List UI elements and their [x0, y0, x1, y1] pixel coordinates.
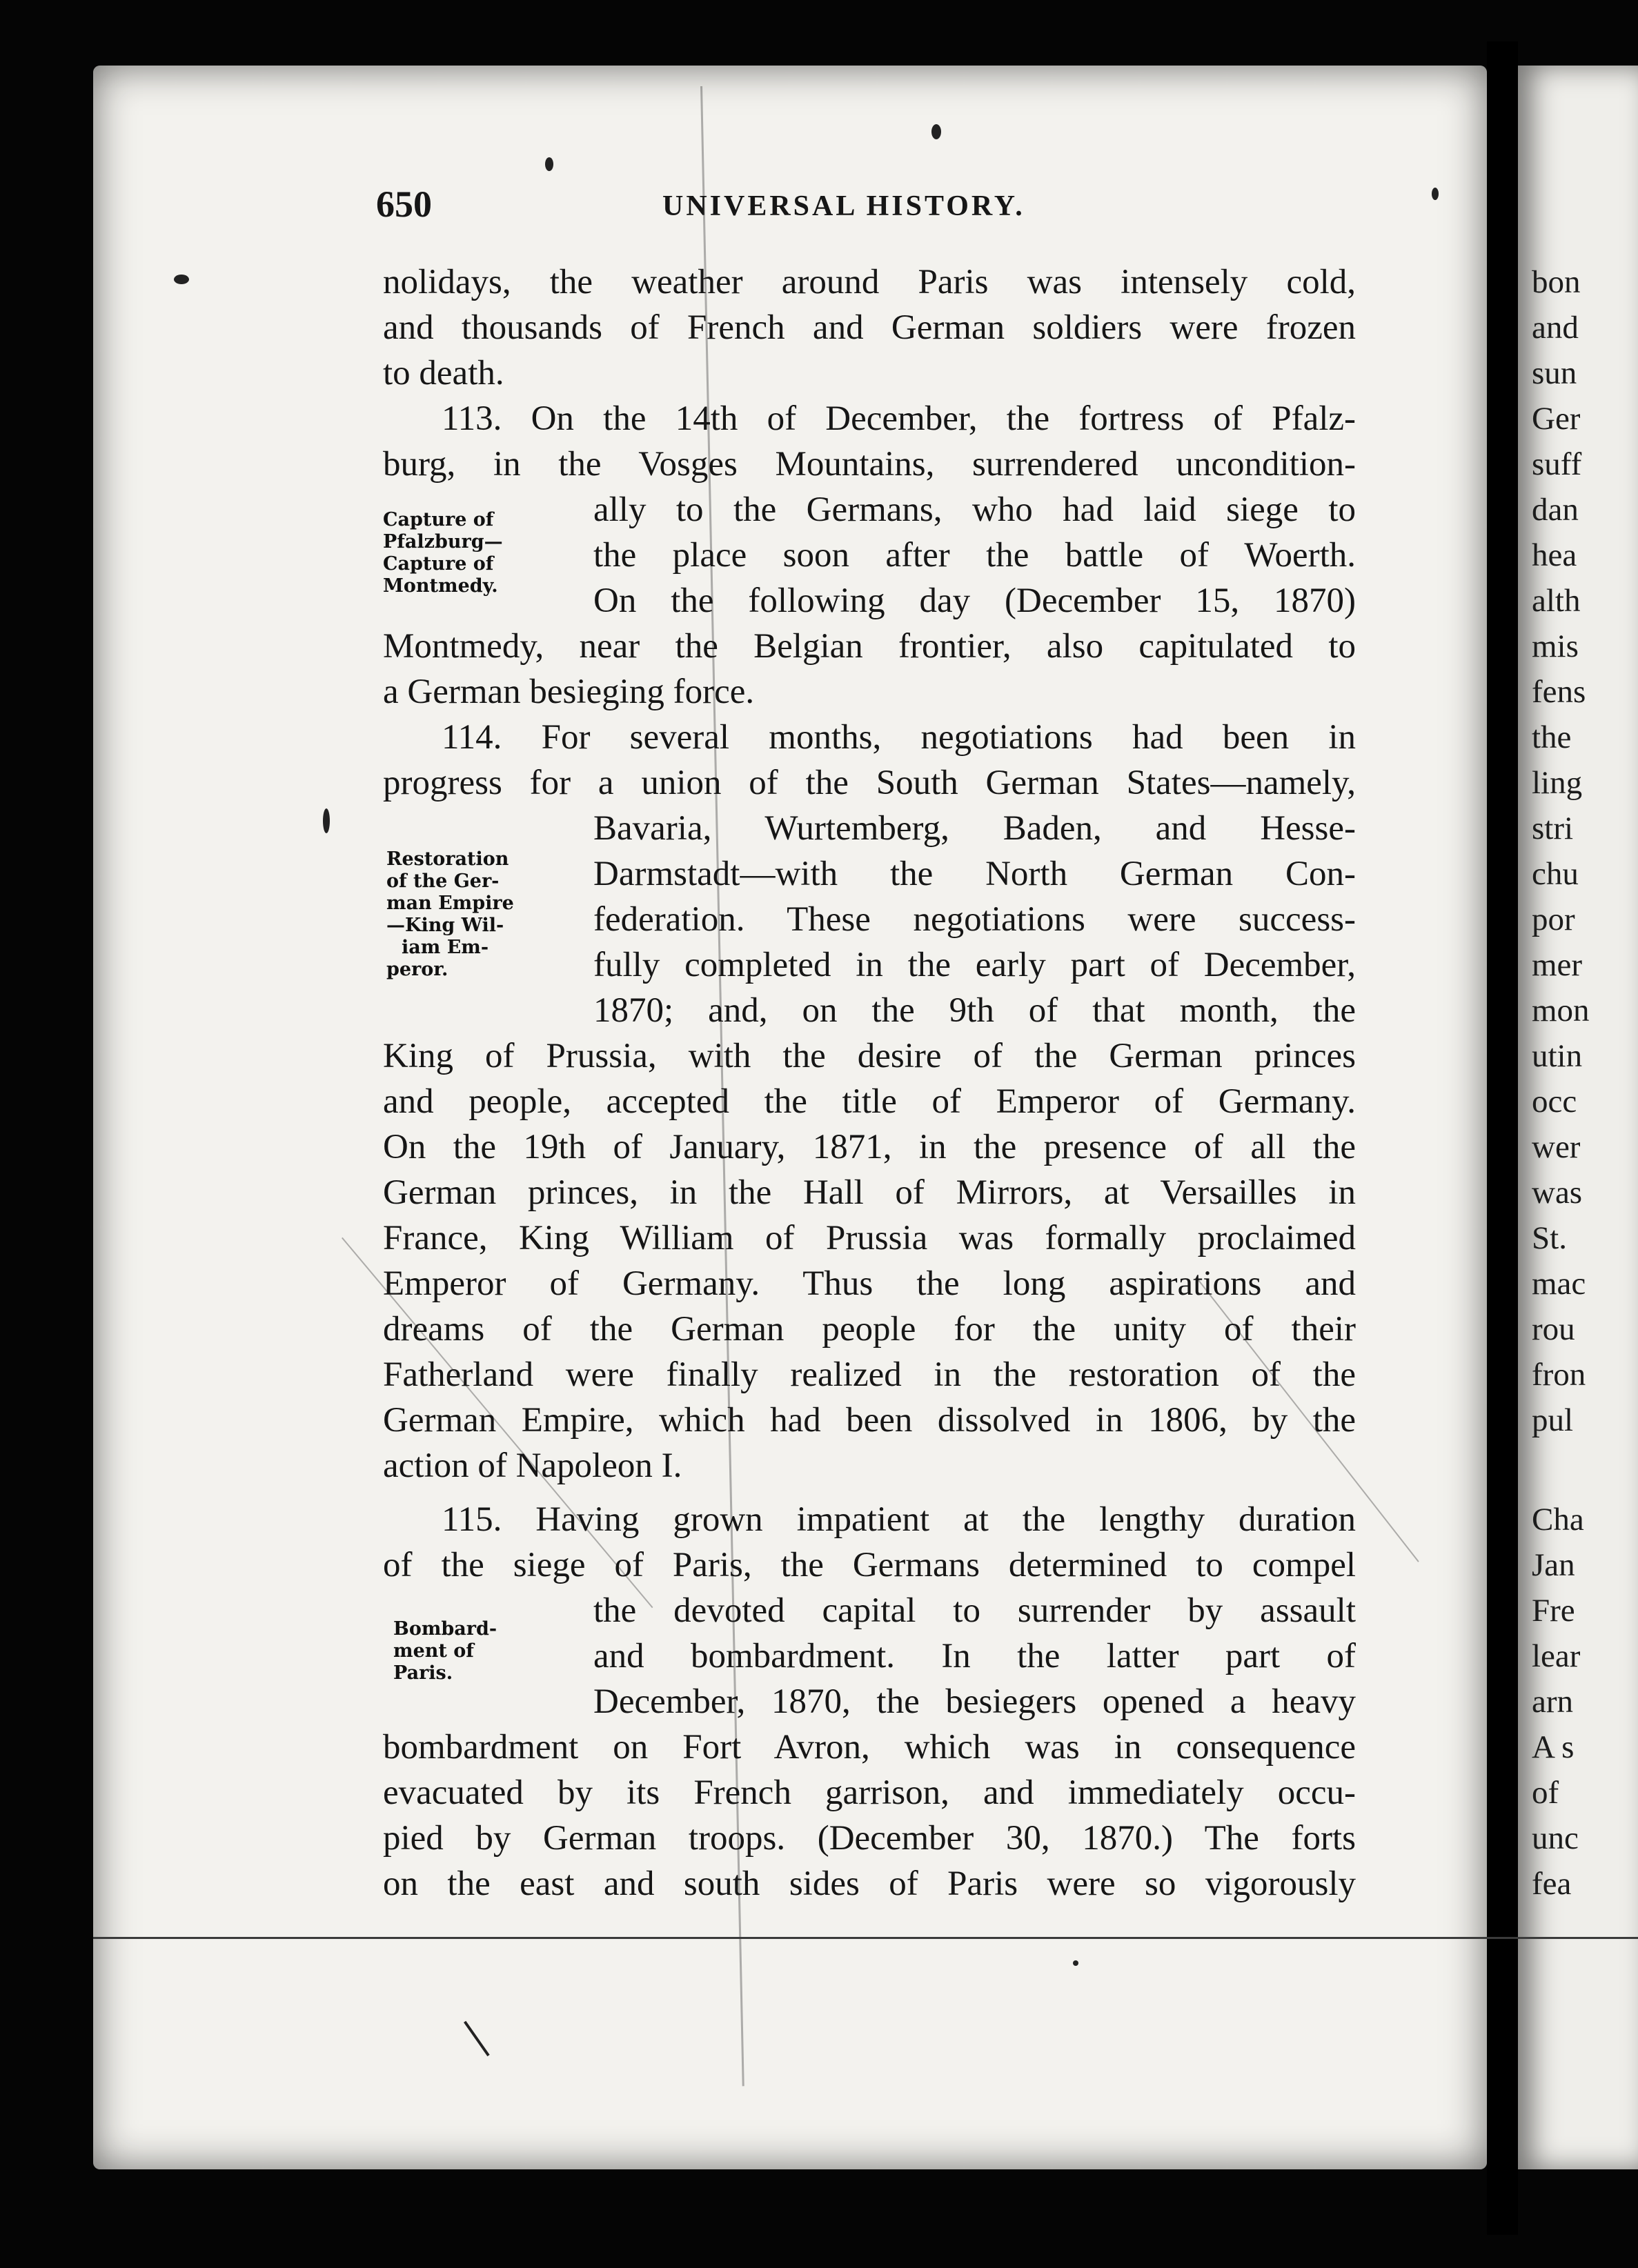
text-line: federation. These negotiations were success- — [593, 900, 1356, 939]
scan-rule-line — [93, 1937, 1638, 1939]
text-line: to death. — [383, 354, 504, 392]
text-line: dreams of the German people for the unity of their — [383, 1310, 1356, 1349]
adjacent-page-fragment: suff — [1532, 446, 1582, 482]
side-note-line: peror. — [386, 959, 448, 980]
text-line: 114. For several months, negotiations had been in — [442, 718, 1356, 757]
adjacent-page-fragment: alth — [1532, 583, 1581, 619]
adjacent-page-fragment: occ — [1532, 1084, 1577, 1120]
adjacent-page-fragment: unc — [1532, 1820, 1579, 1856]
side-note-line: Pfalzburg— — [383, 531, 503, 553]
page-number: 650 — [376, 183, 432, 225]
text-line: On the following day (December 15, 1870) — [593, 581, 1356, 620]
adjacent-page-fragment: ling — [1532, 765, 1583, 801]
text-line: and thousands of French and German soldiers were frozen — [383, 308, 1356, 347]
adjacent-page-fragment: chu — [1532, 856, 1579, 892]
adjacent-page-fragment: St. — [1532, 1220, 1567, 1256]
side-note-line: Paris. — [393, 1662, 453, 1684]
adjacent-page-fragment: rou — [1532, 1311, 1575, 1347]
text-line: nolidays, the weather around Paris was intensely cold, — [383, 263, 1356, 301]
text-line: Montmedy, near the Belgian frontier, also capitulated to — [383, 627, 1356, 666]
adjacent-page-fragment: Jan — [1532, 1547, 1575, 1583]
adjacent-page-fragment: arn — [1532, 1684, 1574, 1720]
text-line: Emperor of Germany. Thus the long aspirations and — [383, 1264, 1356, 1303]
side-note-line: —King Wil- — [386, 915, 504, 936]
side-note-line: Capture of — [383, 509, 494, 530]
ink-speck — [1073, 1960, 1078, 1966]
adjacent-page-fragment: Fre — [1532, 1593, 1575, 1629]
text-line: progress for a union of the South German States—namely, — [383, 764, 1356, 802]
adjacent-page-fragment: hea — [1532, 537, 1577, 573]
adjacent-page-fragment: mer — [1532, 947, 1583, 983]
adjacent-page-fragment: pul — [1532, 1402, 1574, 1438]
text-line: December, 1870, the besiegers opened a heavy — [593, 1682, 1356, 1721]
text-line: burg, in the Vosges Mountains, surrendered uncondition- — [383, 445, 1356, 484]
text-line: On the 19th of January, 1871, in the presence of all the — [383, 1128, 1356, 1166]
ink-speck — [545, 157, 553, 171]
text-line: 113. On the 14th of December, the fortress of Pfalz- — [442, 399, 1356, 438]
text-line: the devoted capital to surrender by assault — [593, 1591, 1356, 1630]
side-note-empire — [386, 848, 514, 981]
adjacent-page-fragment: mis — [1532, 628, 1579, 664]
text-line: on the east and south sides of Paris were so vigorously — [383, 1864, 1356, 1903]
adjacent-page-fragment: was — [1532, 1175, 1583, 1211]
adjacent-page-fragment: and — [1532, 310, 1579, 346]
adjacent-page-fragment: utin — [1532, 1038, 1583, 1074]
side-note-line: Capture of — [383, 553, 494, 575]
side-note-line: iam Em- — [402, 937, 489, 958]
ink-speck — [1432, 188, 1439, 200]
text-line: German Empire, which had been dissolved in 1806, by the — [383, 1401, 1356, 1440]
adjacent-page-fragment: the — [1532, 719, 1572, 755]
text-line: pied by German troops. (December 30, 1870.) The forts — [383, 1819, 1356, 1858]
adjacent-page-fragment: A s — [1532, 1729, 1575, 1765]
adjacent-page-fragment: fens — [1532, 674, 1586, 710]
adjacent-page-fragment: mon — [1532, 993, 1590, 1028]
text-line: of the siege of Paris, the Germans determined to compel — [383, 1546, 1356, 1584]
adjacent-page-fragment: bon — [1532, 264, 1581, 300]
adjacent-page-fragment: wer — [1532, 1129, 1581, 1165]
adjacent-page-fragment: dan — [1532, 492, 1579, 528]
side-note-line: Restoration — [386, 848, 509, 870]
text-line: Bavaria, Wurtemberg, Baden, and Hesse- — [593, 809, 1356, 848]
text-line: bombardment on Fort Avron, which was in consequence — [383, 1728, 1356, 1767]
book-gutter — [1487, 41, 1518, 2235]
adjacent-page-fragment: Ger — [1532, 401, 1581, 437]
text-line: Darmstadt—with the North German Con- — [593, 855, 1356, 893]
adjacent-page-fragment: fea — [1532, 1866, 1572, 1902]
text-line: evacuated by its French garrison, and immediately occu- — [383, 1773, 1356, 1812]
text-line: a German besieging force. — [383, 673, 755, 711]
running-title: UNIVERSAL HISTORY. — [662, 190, 1025, 222]
side-note-line: Bombard- — [393, 1618, 497, 1640]
side-note-line: Montmedy. — [383, 575, 498, 597]
text-line: 1870; and, on the 9th of that month, the — [593, 991, 1356, 1030]
side-note-pfalzburg — [383, 509, 503, 597]
text-line: Fatherland were finally realized in the restoration of the — [383, 1355, 1356, 1394]
adjacent-page-fragment: sun — [1532, 355, 1577, 391]
side-note-line: ment of — [393, 1640, 474, 1662]
text-line: 115. Having grown impatient at the lengthy duration — [442, 1500, 1356, 1539]
ink-speck — [931, 124, 941, 139]
text-line: and people, accepted the title of Emperor of Germany. — [383, 1082, 1356, 1121]
text-line: King of Prussia, with the desire of the German princes — [383, 1037, 1356, 1075]
adjacent-page-fragment: por — [1532, 902, 1575, 937]
adjacent-page-fragment: mac — [1532, 1266, 1586, 1302]
ink-speck — [323, 808, 330, 833]
text-line: France, King William of Prussia was formally proclaimed — [383, 1219, 1356, 1257]
side-note-bombardment — [393, 1618, 497, 1684]
adjacent-page-fragment: of — [1532, 1775, 1559, 1811]
side-note-line: of the Ger- — [386, 871, 500, 892]
text-line: the place soon after the battle of Woerth. — [593, 536, 1356, 575]
text-line: German princes, in the Hall of Mirrors, at Versailles in — [383, 1173, 1356, 1212]
text-line: action of Napoleon I. — [383, 1446, 682, 1485]
side-note-line: man Empire — [386, 893, 514, 914]
text-line: and bombardment. In the latter part of — [593, 1637, 1356, 1675]
adjacent-page-fragment: fron — [1532, 1357, 1586, 1393]
adjacent-page-fragment: lear — [1532, 1638, 1581, 1674]
adjacent-page — [1518, 66, 1638, 2169]
text-line: ally to the Germans, who had laid siege to — [593, 490, 1356, 529]
text-line: fully completed in the early part of December, — [593, 946, 1356, 984]
adjacent-page-fragment: Cha — [1532, 1502, 1584, 1538]
ink-speck — [174, 275, 189, 284]
adjacent-page-fragment: stri — [1532, 810, 1574, 846]
